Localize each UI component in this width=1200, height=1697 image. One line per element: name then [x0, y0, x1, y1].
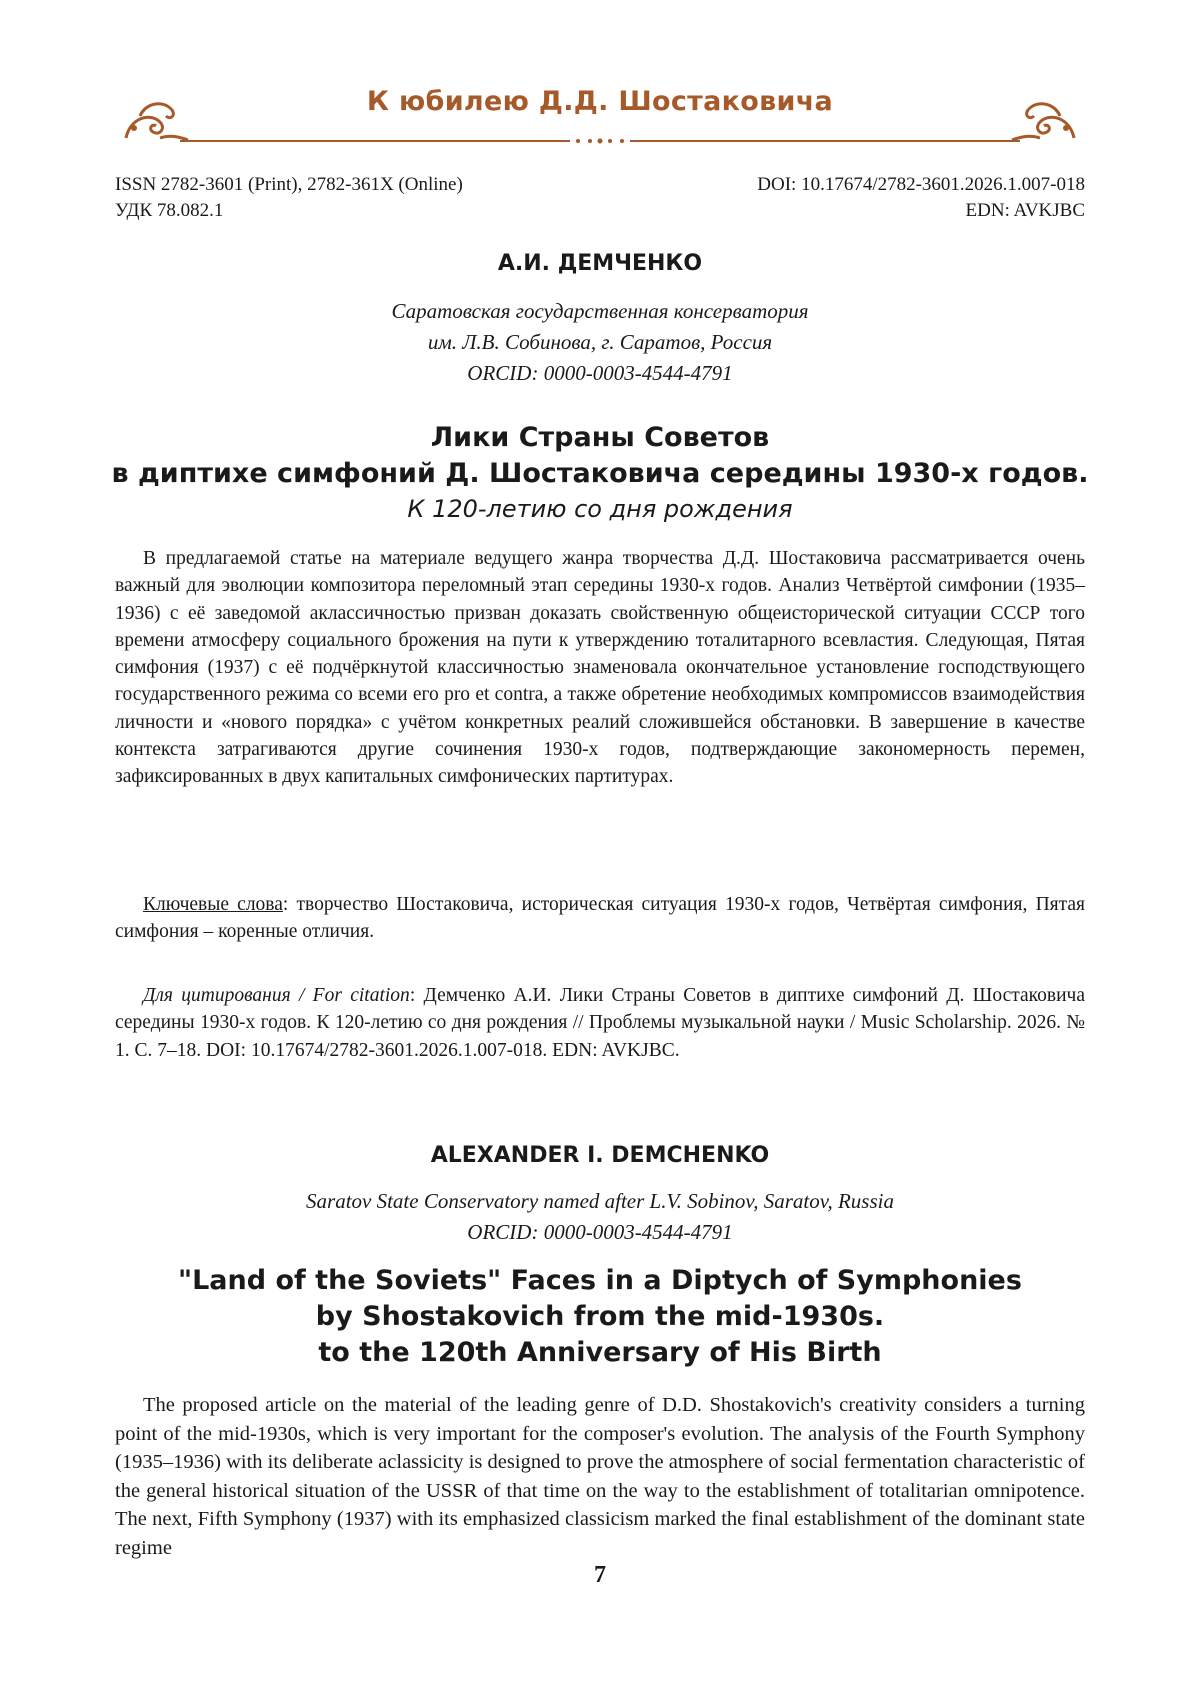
udk: УДК 78.082.1 — [115, 200, 224, 221]
meta-right — [757, 172, 1085, 224]
affiliation-en — [0, 1186, 1200, 1248]
citation-ru — [115, 982, 1085, 1064]
affiliation-ru-line-1: Саратовская государственная консерватория — [391, 299, 809, 323]
citation-label: Для цитирования / For citation — [143, 985, 410, 1006]
doi: DOI: 10.17674/2782-3601.2026.1.007-018 — [757, 174, 1085, 195]
keywords-text: : творчество Шостаковича, историческая ситуация 1930-х годов, Четвёртая симфония, Пятая симфония – коренные отличия. — [115, 894, 1085, 943]
abstract-en: The proposed article on the material of the leading genre of D.D. Shostakovich's creativity considers a turning point of the mid-1930s, which is very important for the composer's evolution. The analysis of the Fourth Symphony (1935–1936) with its deliberate aclassicity is designed to prove the atmosphere of social fermentation characteristic of the general historical situation of the USSR of that time on the way to the establishment of totalitarian omnipotence. The next, Fifth Symphony (1937) with its emphasized classicism marked the final establishment of the dominant state regime — [115, 1394, 1085, 1559]
running-header — [120, 86, 1080, 146]
affiliation-ru — [0, 296, 1200, 389]
edn: EDN: AVKJBC — [965, 200, 1085, 221]
title-en-line-3: to the 120th Anniversary of His Birth — [318, 1337, 882, 1368]
rule-ornament-icon — [570, 137, 630, 145]
page-number: 7 — [594, 1562, 606, 1588]
citation-text: : Демченко А.И. Лики Страны Советов в диптихе симфоний Д. Шостаковича середины 1930-х годов. К 120-летию со дня рождения // Проблемы музыкальной науки / Music Scholarship. 2026. № 1. С. 7–18. DOI: 10.17674/2782-3601.2026.1.007-018. EDN: AVKJBC. — [115, 985, 1085, 1061]
orcid-en: ORCID: 0000-0003-4544-4791 — [467, 1220, 733, 1244]
title-en-line-2: by Shostakovich from the mid-1930s. — [315, 1301, 885, 1332]
abstract-ru: В предлагаемой статье на материале ведущего жанра творчества Д.Д. Шостаковича рассматривается очень важный для эволюции композитора переломный этап середины 1930-х годов. Анализ Четвёртой симфонии (1935–1936) с её заведомой аклассичностью призван доказать свойственную общеисторической ситуации СССР того времени атмосферу социального брожения на пути к утверждению тоталитарного всевластия. Следующая, Пятая симфония (1937) с её подчёркнутой классичностью знаменовала окончательное установление господствующего государственного режима со всеми его pro et contra, а также обретение необходимых компромиссов взаимодействия личности и «нового порядка» с учётом конкретных реалий сложившейся обстановки. В завершение в качестве контекста затрагиваются другие сочинения 1930-х годов, подтверждающие закономерность перемен, зафиксированных в двух капитальных симфонических партитурах. — [115, 548, 1085, 788]
author-en: ALEXANDER I. DEMCHENKO — [430, 1143, 770, 1168]
affiliation-en-line: Saratov State Conservatory named after L.V. Sobinov, Saratov, Russia — [306, 1189, 894, 1213]
affiliation-ru-line-2: им. Л.В. Собинова, г. Саратов, Россия — [427, 330, 773, 354]
title-en — [0, 1263, 1200, 1371]
title-ru-line-1: Лики Страны Советов — [430, 422, 770, 453]
orcid-ru: ORCID: 0000-0003-4544-4791 — [467, 361, 733, 385]
title-en-line-1: "Land of the Soviets" Faces in a Diptych of Symphonies — [178, 1265, 1022, 1296]
issn: ISSN 2782-3601 (Print), 2782-361X (Online) — [115, 174, 463, 195]
floral-ornament-icon — [1010, 98, 1080, 146]
keywords-label: Ключевые слова — [143, 894, 283, 915]
title-ru — [0, 420, 1200, 492]
author-ru: А.И. ДЕМЧЕНКО — [497, 251, 703, 276]
subtitle-ru: К 120-летию со дня рождения — [407, 495, 793, 523]
header-title: К юбилею Д.Д. Шостаковича — [366, 86, 834, 117]
meta-left — [115, 172, 463, 224]
keywords-ru — [115, 891, 1085, 946]
title-ru-line-2: в диптихе симфоний Д. Шостаковича середины 1930-х годов. — [111, 458, 1089, 489]
